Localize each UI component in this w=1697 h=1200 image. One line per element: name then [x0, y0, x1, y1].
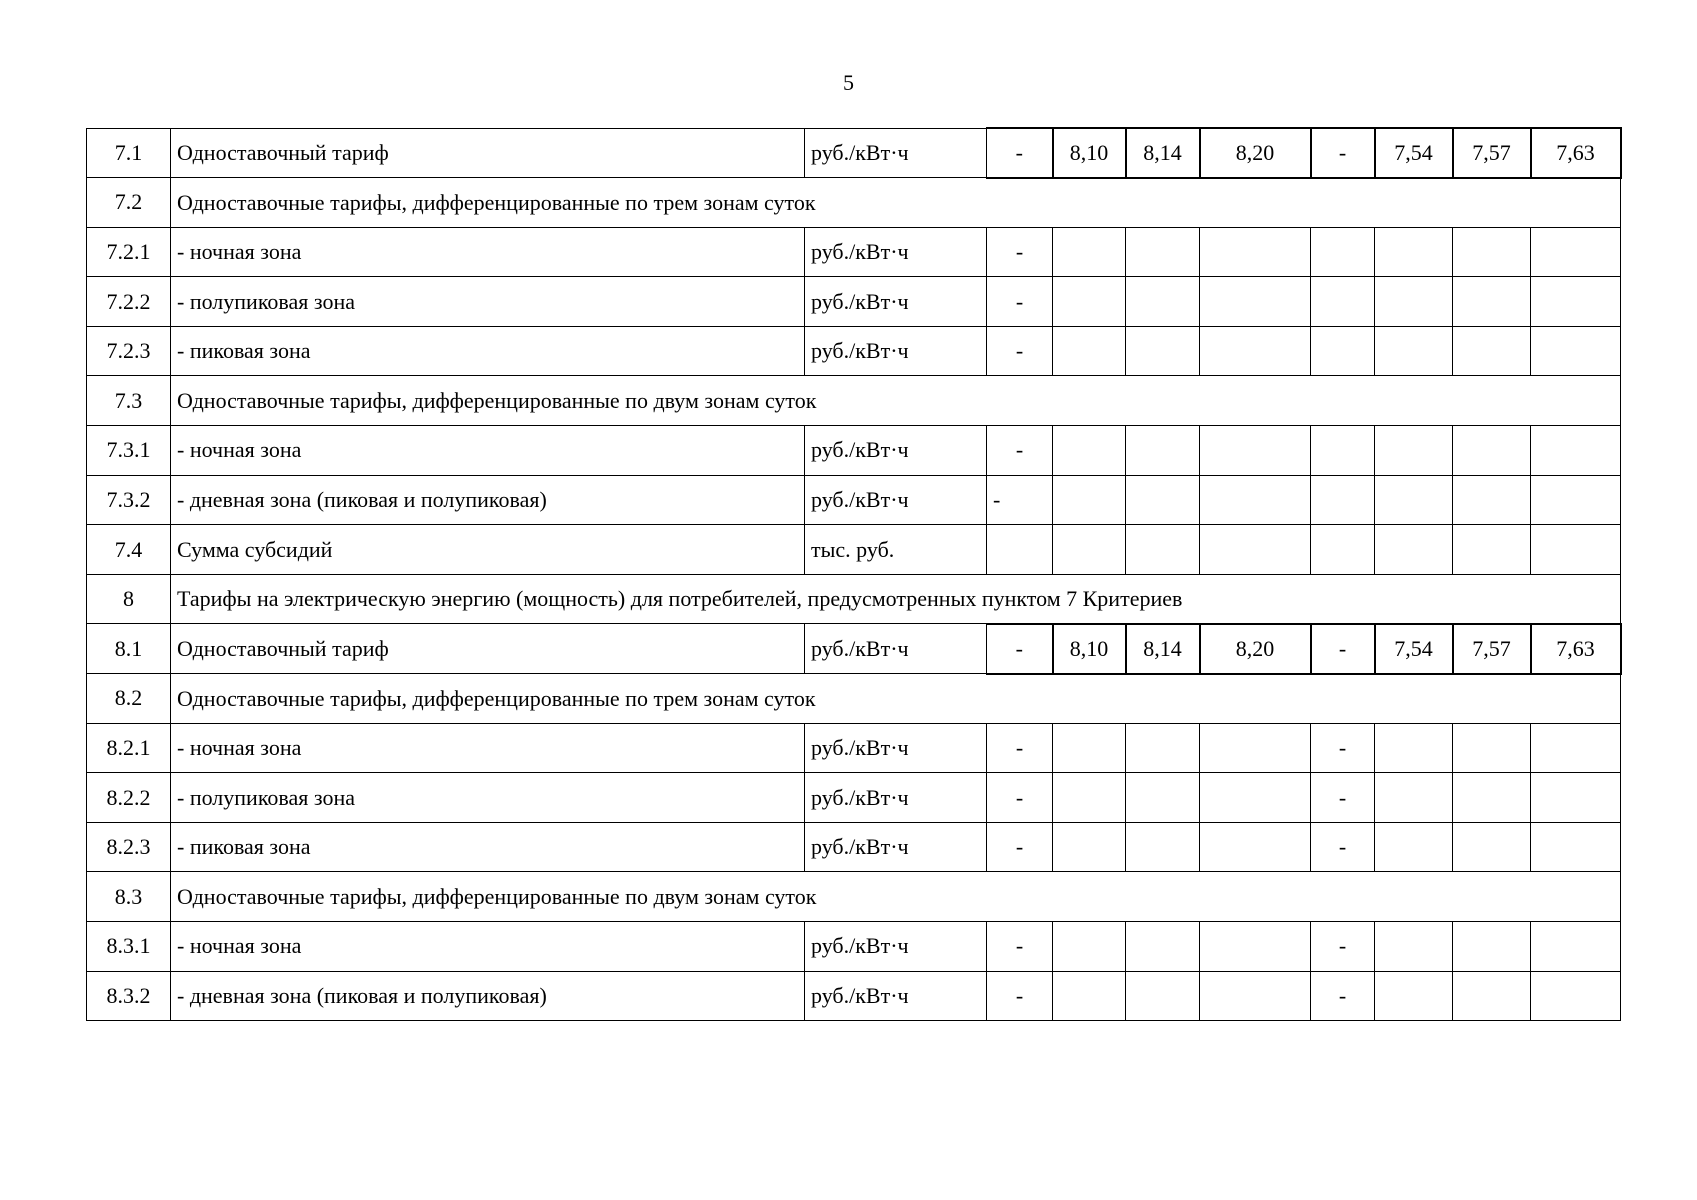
row-number: 8.2.1	[87, 723, 171, 773]
row-number: 7.3.1	[87, 426, 171, 476]
value-cell	[1126, 922, 1200, 972]
table-row	[87, 376, 1621, 426]
value-cell	[1200, 971, 1311, 1021]
table-row	[87, 426, 1621, 476]
table-row	[87, 872, 1621, 922]
value-cell: -	[1311, 971, 1375, 1021]
row-number: 8.3.2	[87, 971, 171, 1021]
section-title: Одноставочные тарифы, дифференцированные по двум зонам суток	[171, 872, 1621, 922]
value-cell	[1453, 922, 1531, 972]
value-cell	[1053, 922, 1126, 972]
value-cell	[1375, 227, 1453, 277]
section-title: Тарифы на электрическую энергию (мощность) для потребителей, предусмотренных пунктом 7 Критериев	[171, 574, 1621, 624]
value-cell	[1053, 326, 1126, 376]
value-cell	[1453, 525, 1531, 575]
value-cell	[1053, 723, 1126, 773]
row-number: 8.3	[87, 872, 171, 922]
row-unit: руб./кВт·ч	[805, 773, 987, 823]
value-cell	[1126, 822, 1200, 872]
table-row	[87, 525, 1621, 575]
row-unit: руб./кВт·ч	[805, 971, 987, 1021]
value-cell	[1053, 426, 1126, 476]
value-cell	[987, 525, 1053, 575]
row-name: - дневная зона (пиковая и полупиковая)	[171, 971, 805, 1021]
value-cell	[1453, 475, 1531, 525]
value-cell: -	[987, 277, 1053, 327]
value-cell	[1200, 922, 1311, 972]
table-row	[87, 773, 1621, 823]
row-unit: руб./кВт·ч	[805, 426, 987, 476]
value-cell	[1531, 773, 1621, 823]
row-number: 8.3.1	[87, 922, 171, 972]
value-cell: 7,63	[1531, 624, 1621, 674]
table-row	[87, 326, 1621, 376]
value-cell	[1200, 326, 1311, 376]
row-number: 7.1	[87, 128, 171, 178]
value-cell: 7,54	[1375, 624, 1453, 674]
value-cell	[1126, 227, 1200, 277]
value-cell: 8,20	[1200, 624, 1311, 674]
value-cell	[1126, 525, 1200, 575]
value-cell: -	[987, 723, 1053, 773]
value-cell	[1453, 773, 1531, 823]
table-row	[87, 674, 1621, 724]
value-cell: -	[987, 227, 1053, 277]
value-cell	[1531, 525, 1621, 575]
row-number: 8.2.3	[87, 822, 171, 872]
value-cell: -	[1311, 723, 1375, 773]
table-row	[87, 723, 1621, 773]
row-number: 8	[87, 574, 171, 624]
value-cell: -	[987, 128, 1053, 178]
value-cell	[1126, 773, 1200, 823]
value-cell	[1311, 426, 1375, 476]
table-row	[87, 971, 1621, 1021]
value-cell	[1053, 525, 1126, 575]
value-cell: 8,10	[1053, 624, 1126, 674]
row-number: 7.4	[87, 525, 171, 575]
value-cell	[1311, 525, 1375, 575]
value-cell	[1531, 971, 1621, 1021]
value-cell	[1531, 426, 1621, 476]
value-cell	[1053, 227, 1126, 277]
value-cell	[1531, 822, 1621, 872]
row-name: - пиковая зона	[171, 326, 805, 376]
value-cell: -	[987, 475, 1053, 525]
value-cell	[1126, 277, 1200, 327]
value-cell	[1200, 723, 1311, 773]
value-cell	[1375, 525, 1453, 575]
value-cell	[1126, 971, 1200, 1021]
value-cell	[1200, 426, 1311, 476]
value-cell: -	[987, 326, 1053, 376]
row-name: - ночная зона	[171, 426, 805, 476]
value-cell: 7,63	[1531, 128, 1621, 178]
value-cell	[1126, 723, 1200, 773]
value-cell	[1126, 426, 1200, 476]
tariff-table-body	[87, 128, 1621, 1021]
value-cell	[1311, 326, 1375, 376]
table-row	[87, 822, 1621, 872]
value-cell	[1531, 475, 1621, 525]
value-cell: -	[987, 922, 1053, 972]
row-unit: руб./кВт·ч	[805, 326, 987, 376]
table-row	[87, 624, 1621, 674]
row-number: 7.3.2	[87, 475, 171, 525]
value-cell	[1375, 922, 1453, 972]
value-cell	[1311, 277, 1375, 327]
row-unit: руб./кВт·ч	[805, 922, 987, 972]
row-number: 7.2.1	[87, 227, 171, 277]
row-unit: руб./кВт·ч	[805, 723, 987, 773]
value-cell	[1453, 971, 1531, 1021]
value-cell: 8,14	[1126, 624, 1200, 674]
section-title: Одноставочные тарифы, дифференцированные по трем зонам суток	[171, 178, 1621, 228]
value-cell: 7,57	[1453, 128, 1531, 178]
value-cell: -	[1311, 128, 1375, 178]
value-cell	[1531, 723, 1621, 773]
row-number: 8.2.2	[87, 773, 171, 823]
row-name: - полупиковая зона	[171, 773, 805, 823]
value-cell	[1375, 426, 1453, 476]
value-cell: -	[987, 624, 1053, 674]
value-cell	[1531, 277, 1621, 327]
row-name: Одноставочный тариф	[171, 128, 805, 178]
table-row	[87, 475, 1621, 525]
row-name: - дневная зона (пиковая и полупиковая)	[171, 475, 805, 525]
value-cell: -	[987, 773, 1053, 823]
value-cell	[1200, 277, 1311, 327]
value-cell: 8,10	[1053, 128, 1126, 178]
value-cell	[1200, 773, 1311, 823]
value-cell	[1375, 723, 1453, 773]
value-cell	[1453, 326, 1531, 376]
value-cell: 7,54	[1375, 128, 1453, 178]
value-cell	[1453, 426, 1531, 476]
value-cell: -	[1311, 922, 1375, 972]
row-unit: руб./кВт·ч	[805, 475, 987, 525]
value-cell	[1531, 227, 1621, 277]
value-cell	[1126, 475, 1200, 525]
table-row	[87, 574, 1621, 624]
table-row	[87, 128, 1621, 178]
value-cell	[1453, 723, 1531, 773]
row-number: 8.1	[87, 624, 171, 674]
value-cell: 8,20	[1200, 128, 1311, 178]
row-number: 8.2	[87, 674, 171, 724]
value-cell	[1375, 326, 1453, 376]
row-name: - пиковая зона	[171, 822, 805, 872]
value-cell	[1200, 475, 1311, 525]
value-cell: -	[1311, 773, 1375, 823]
value-cell: -	[987, 971, 1053, 1021]
row-unit: руб./кВт·ч	[805, 624, 987, 674]
row-name: - ночная зона	[171, 723, 805, 773]
value-cell	[1453, 227, 1531, 277]
value-cell: -	[987, 822, 1053, 872]
value-cell: -	[1311, 624, 1375, 674]
value-cell	[1311, 227, 1375, 277]
table-row	[87, 178, 1621, 228]
row-name: Одноставочный тариф	[171, 624, 805, 674]
value-cell	[1375, 971, 1453, 1021]
value-cell: -	[1311, 822, 1375, 872]
row-name: - ночная зона	[171, 227, 805, 277]
row-number: 7.2.3	[87, 326, 171, 376]
row-number: 7.2.2	[87, 277, 171, 327]
row-unit: тыс. руб.	[805, 525, 987, 575]
value-cell	[1311, 475, 1375, 525]
value-cell	[1531, 326, 1621, 376]
value-cell: -	[987, 426, 1053, 476]
table-row	[87, 227, 1621, 277]
table-row	[87, 922, 1621, 972]
value-cell: 7,57	[1453, 624, 1531, 674]
value-cell	[1453, 277, 1531, 327]
value-cell	[1531, 922, 1621, 972]
page-number: 5	[843, 70, 854, 95]
row-unit: руб./кВт·ч	[805, 227, 987, 277]
section-title: Одноставочные тарифы, дифференцированные по двум зонам суток	[171, 376, 1621, 426]
row-name: Сумма субсидий	[171, 525, 805, 575]
value-cell	[1053, 277, 1126, 327]
value-cell	[1200, 822, 1311, 872]
row-unit: руб./кВт·ч	[805, 822, 987, 872]
row-unit: руб./кВт·ч	[805, 128, 987, 178]
row-number: 7.2	[87, 178, 171, 228]
value-cell	[1200, 525, 1311, 575]
table-row	[87, 277, 1621, 327]
row-name: - ночная зона	[171, 922, 805, 972]
value-cell	[1053, 773, 1126, 823]
value-cell	[1126, 326, 1200, 376]
value-cell: 8,14	[1126, 128, 1200, 178]
value-cell	[1375, 475, 1453, 525]
row-number: 7.3	[87, 376, 171, 426]
tariff-table	[86, 127, 1622, 1021]
section-title: Одноставочные тарифы, дифференцированные по трем зонам суток	[171, 674, 1621, 724]
value-cell	[1200, 227, 1311, 277]
value-cell	[1053, 475, 1126, 525]
value-cell	[1053, 822, 1126, 872]
value-cell	[1375, 773, 1453, 823]
value-cell	[1375, 822, 1453, 872]
value-cell	[1053, 971, 1126, 1021]
row-name: - полупиковая зона	[171, 277, 805, 327]
value-cell	[1453, 822, 1531, 872]
value-cell	[1375, 277, 1453, 327]
row-unit: руб./кВт·ч	[805, 277, 987, 327]
